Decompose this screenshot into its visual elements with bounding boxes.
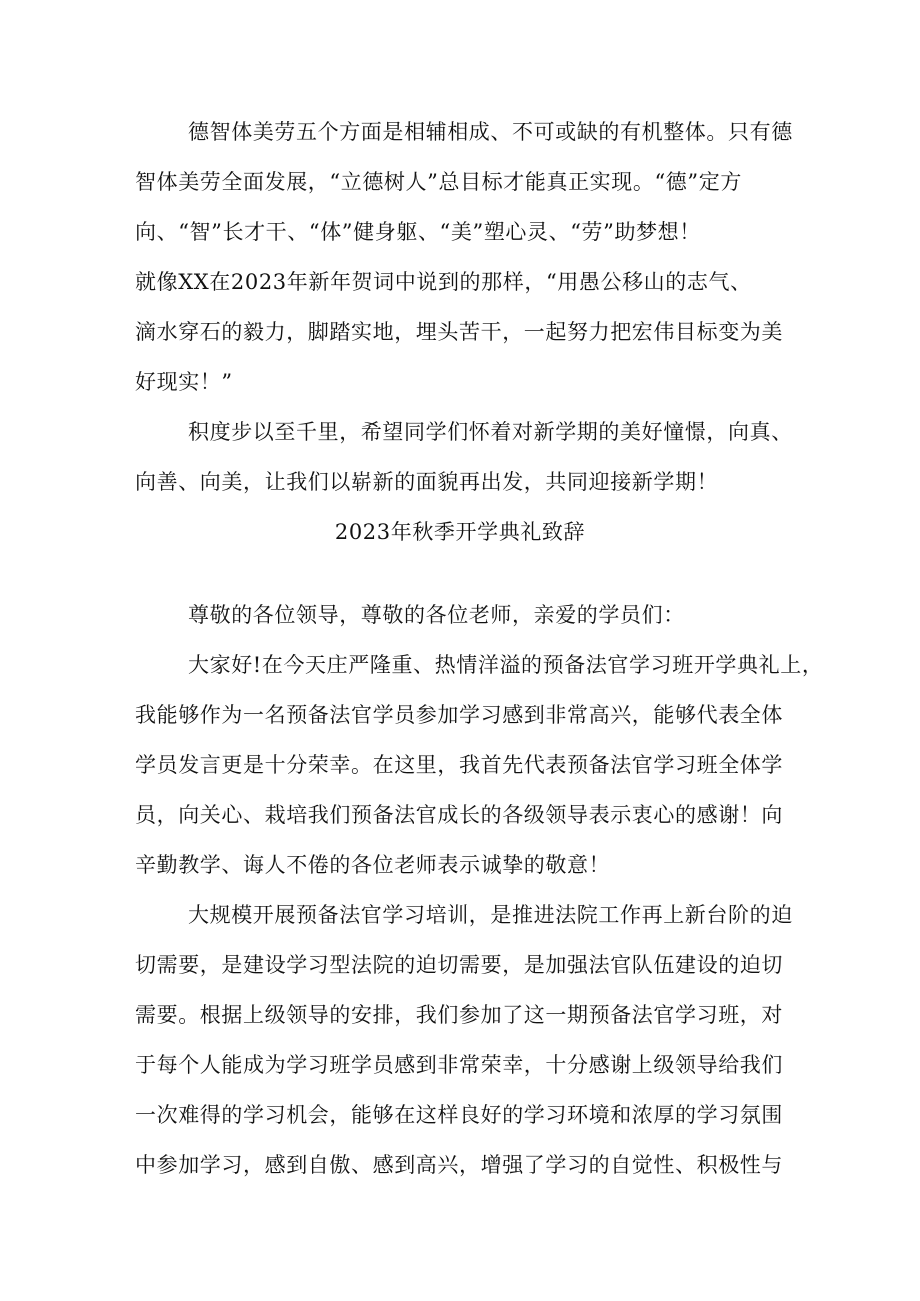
paragraph-line: 向、“智”长才干、“体”健身躯、“美”塑心灵、“劳”助梦想！: [135, 220, 701, 244]
paragraph-line: 德智体美劳五个方面是相辅相成、不可或缺的有机整体。只有德: [188, 120, 793, 144]
paragraph-line: 切需要，是建设学习型法院的迫切需要，是加强法官队伍建设的迫切: [135, 953, 783, 977]
paragraph-line: 就像XX在2023年新年贺词中说到的那样，“用愚公移山的志气、: [135, 270, 752, 294]
paragraph-line: 需要。根据上级领导的安排，我们参加了这一期预备法官学习班，对: [135, 1003, 783, 1027]
paragraph-line: 积度步以至千里，希望同学们怀着对新学期的美好憧憬，向真、: [188, 420, 793, 444]
paragraph-line: 辛勤教学、诲人不倦的各位老师表示诚挚的敬意！: [135, 853, 611, 877]
paragraph-line: 滴水穿石的毅力，脚踏实地，埋头苦干，一起努力把宏伟目标变为美: [135, 320, 783, 344]
paragraph-line: 智体美劳全面发展，“立德树人”总目标才能真正实现。“德”定方: [135, 170, 742, 194]
paragraph-line: 好现实！”: [135, 370, 233, 394]
paragraph-line: 于每个人能成为学习班学员感到非常荣幸，十分感谢上级领导给我们: [135, 1053, 783, 1077]
paragraph-line: 大家好!在今天庄严隆重、热情洋溢的预备法官学习班开学典礼上，: [188, 653, 824, 677]
paragraph-line: 学员发言更是十分荣幸。在这里，我首先代表预备法官学习班全体学: [135, 753, 783, 777]
paragraph-line: 我能够作为一名预备法官学员参加学习感到非常高兴，能够代表全体: [135, 703, 783, 727]
paragraph-line: 大规模开展预备法官学习培训，是推进法院工作再上新台阶的迫: [188, 903, 793, 927]
salutation: 尊敬的各位领导，尊敬的各位老师，亲爱的学员们：: [188, 603, 685, 627]
paragraph-line: 员，向关心、栽培我们预备法官成长的各级领导表示衷心的感谢！向: [135, 803, 783, 827]
paragraph-line: 一次难得的学习机会，能够在这样良好的学习环境和浓厚的学习氛围: [135, 1103, 783, 1127]
paragraph-line: 中参加学习，感到自傲、感到高兴，增强了学习的自觉性、积极性与: [135, 1153, 783, 1177]
paragraph-line: 向善、向美，让我们以崭新的面貌再出发，共同迎接新学期！: [135, 470, 719, 494]
section-title: 2023年秋季开学典礼致辞: [334, 520, 586, 544]
